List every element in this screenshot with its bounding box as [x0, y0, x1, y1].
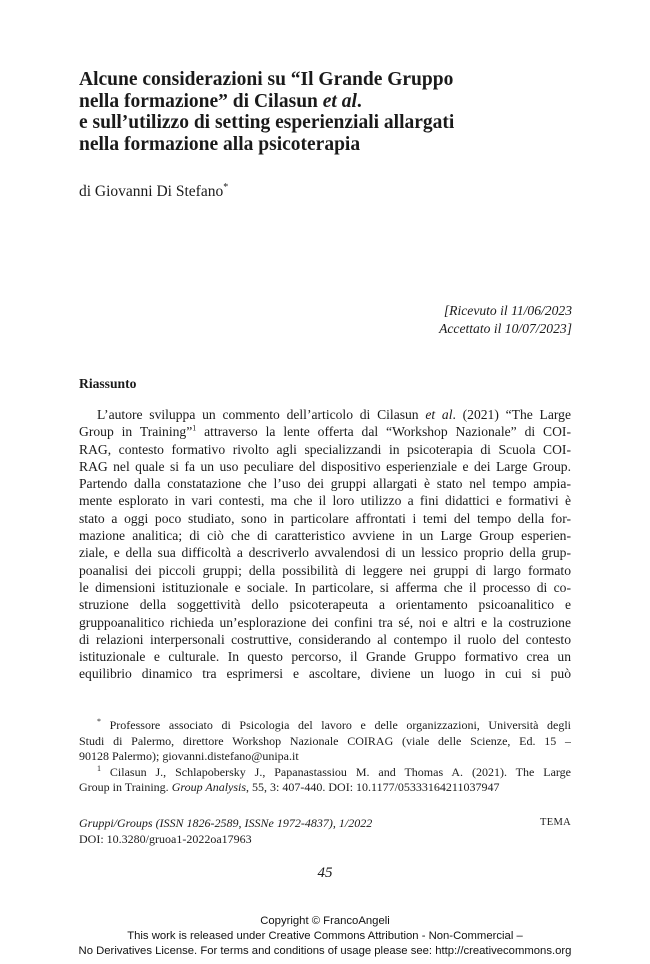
footnote-line — [79, 749, 571, 765]
section-heading: Riassunto — [79, 376, 137, 391]
abstract-line: equilibrio dinamico tra esprimersi e ascoltare, diviene un luogo in cui si può — [79, 666, 571, 682]
footnote-mark: * — [97, 718, 101, 726]
copyright-line: Copyright © FrancoAngeli — [260, 915, 390, 927]
article-title — [79, 69, 579, 155]
abstract-line: stato a oggi poco studiato, sono in particolare affrontati i temi del tempo della for- — [79, 510, 571, 526]
footnote-line: $^1$ Cilasun J., Schlapobersky J., Papanastassiou M. and Thomas A. (2021). The Large — [97, 764, 571, 779]
title-line: e sull’utilizzo di setting esperienziali allargati — [79, 112, 455, 134]
license-line: This work is released under Creative Commons Attribution - Non-Commercial – — [127, 929, 523, 942]
abstract-body — [79, 406, 571, 683]
footnote-line: Studi di Palermo, direttore Workshop Nazionale COIRAG (viale delle Scienze, Ed. 15 – — [79, 733, 571, 748]
abstract-line: Group in Training”$^1$ attraverso la lente offerta dal “Workshop Nazionale” di COI- — [79, 423, 571, 440]
author-email[interactable]: 90128 Palermo); giovanni.distefano@unipa.it — [79, 749, 299, 764]
received-dates — [439, 302, 572, 337]
journal-info — [79, 816, 372, 847]
footnote-line: Group in Training. Group Analysis, 55, 3: 407-440. DOI: 10.1177/05333164211037947 — [79, 780, 500, 795]
abstract-line: struzione della soggettività dello psicoterapeuta a orientamento psicoanalitico e — [79, 597, 571, 613]
page-number: 45 — [317, 865, 333, 881]
abstract-line: ziale, e della sua difficoltà a descriverlo avvalendosi di un lessico proprio della grup- — [79, 545, 571, 561]
received-date: [Ricevuto il 11/06/2023 — [443, 303, 572, 318]
author-footnote-mark: * — [223, 182, 229, 193]
abstract-line: mente esplorato in vari contesti, ma che il loro utilizzo a fini didattici e formativi è — [79, 493, 571, 509]
title-line: Alcune considerazioni su “Il Grande Gruppo — [79, 69, 454, 90]
footnote-mark: 1 — [97, 764, 101, 773]
journal-citation: Gruppi/Groups (ISSN 1826-2589, ISSNe 1972-4837), 1/2022 — [79, 816, 373, 830]
footnote-ref[interactable]: 1 — [192, 423, 197, 433]
title-line: nella formazione” di Cilasun et al. — [79, 90, 362, 112]
license-footer — [0, 914, 650, 958]
section-tag: TEMA — [540, 817, 571, 828]
abstract-line: Partendo dalla constatazione che l’uso dei gruppi allargati è stato nel tempo ampia- — [79, 476, 571, 492]
abstract-line: gruppoanalitico richieda un’esplorazione dei confini tra sé, noi e altri e la costruzione — [79, 614, 571, 630]
abstract-line: RAG nel quale si fa un uso peculiare del dispositivo esperienziale e dei Large Group. — [79, 458, 571, 474]
abstract-line: le dimensioni istituzionale e sociale. In particolare, si afferma che il processo di co- — [79, 579, 571, 595]
accepted-date: Accettato il 10/07/2023] — [439, 320, 572, 336]
title-line: nella formazione alla psicoterapia — [79, 133, 361, 155]
abstract-line: istituzionale e culturale. In questo percorso, il Grande Gruppo formativo crea un — [79, 649, 571, 665]
abstract-line: RAG, contesto formativo rivolto agli specializzandi in psicoterapia di Scuola COI- — [79, 441, 571, 457]
footnotes — [79, 718, 571, 796]
abstract-line: mazione analitica; di ciò che di caratteristico avviene in un Large Group esperien- — [79, 528, 571, 544]
license-line[interactable]: No Derivatives License. For terms and conditions of usage please see: http://creativecommons.org — [78, 944, 572, 957]
footnote-line: * Professore associato di Psicologia del lavoro e delle organizzazioni, Università degli — [97, 718, 571, 732]
title-etal: et al — [322, 90, 357, 112]
abstract-line: poanalisi dei piccoli gruppi; della possibilità di leggere nei gruppi di largo formato — [79, 562, 571, 578]
author-byline: di Giovanni Di Stefano* — [79, 182, 229, 201]
abstract-line: di relazioni interpersonali costruttive, considerando al contempo il ruolo del contesto — [79, 631, 571, 647]
abstract-line: L’autore sviluppa un commento dell’articolo di Cilasun et al. (2021) “The Large — [97, 407, 571, 422]
doi-line[interactable]: DOI: 10.3280/gruoa1-2022oa17963 — [79, 831, 252, 846]
